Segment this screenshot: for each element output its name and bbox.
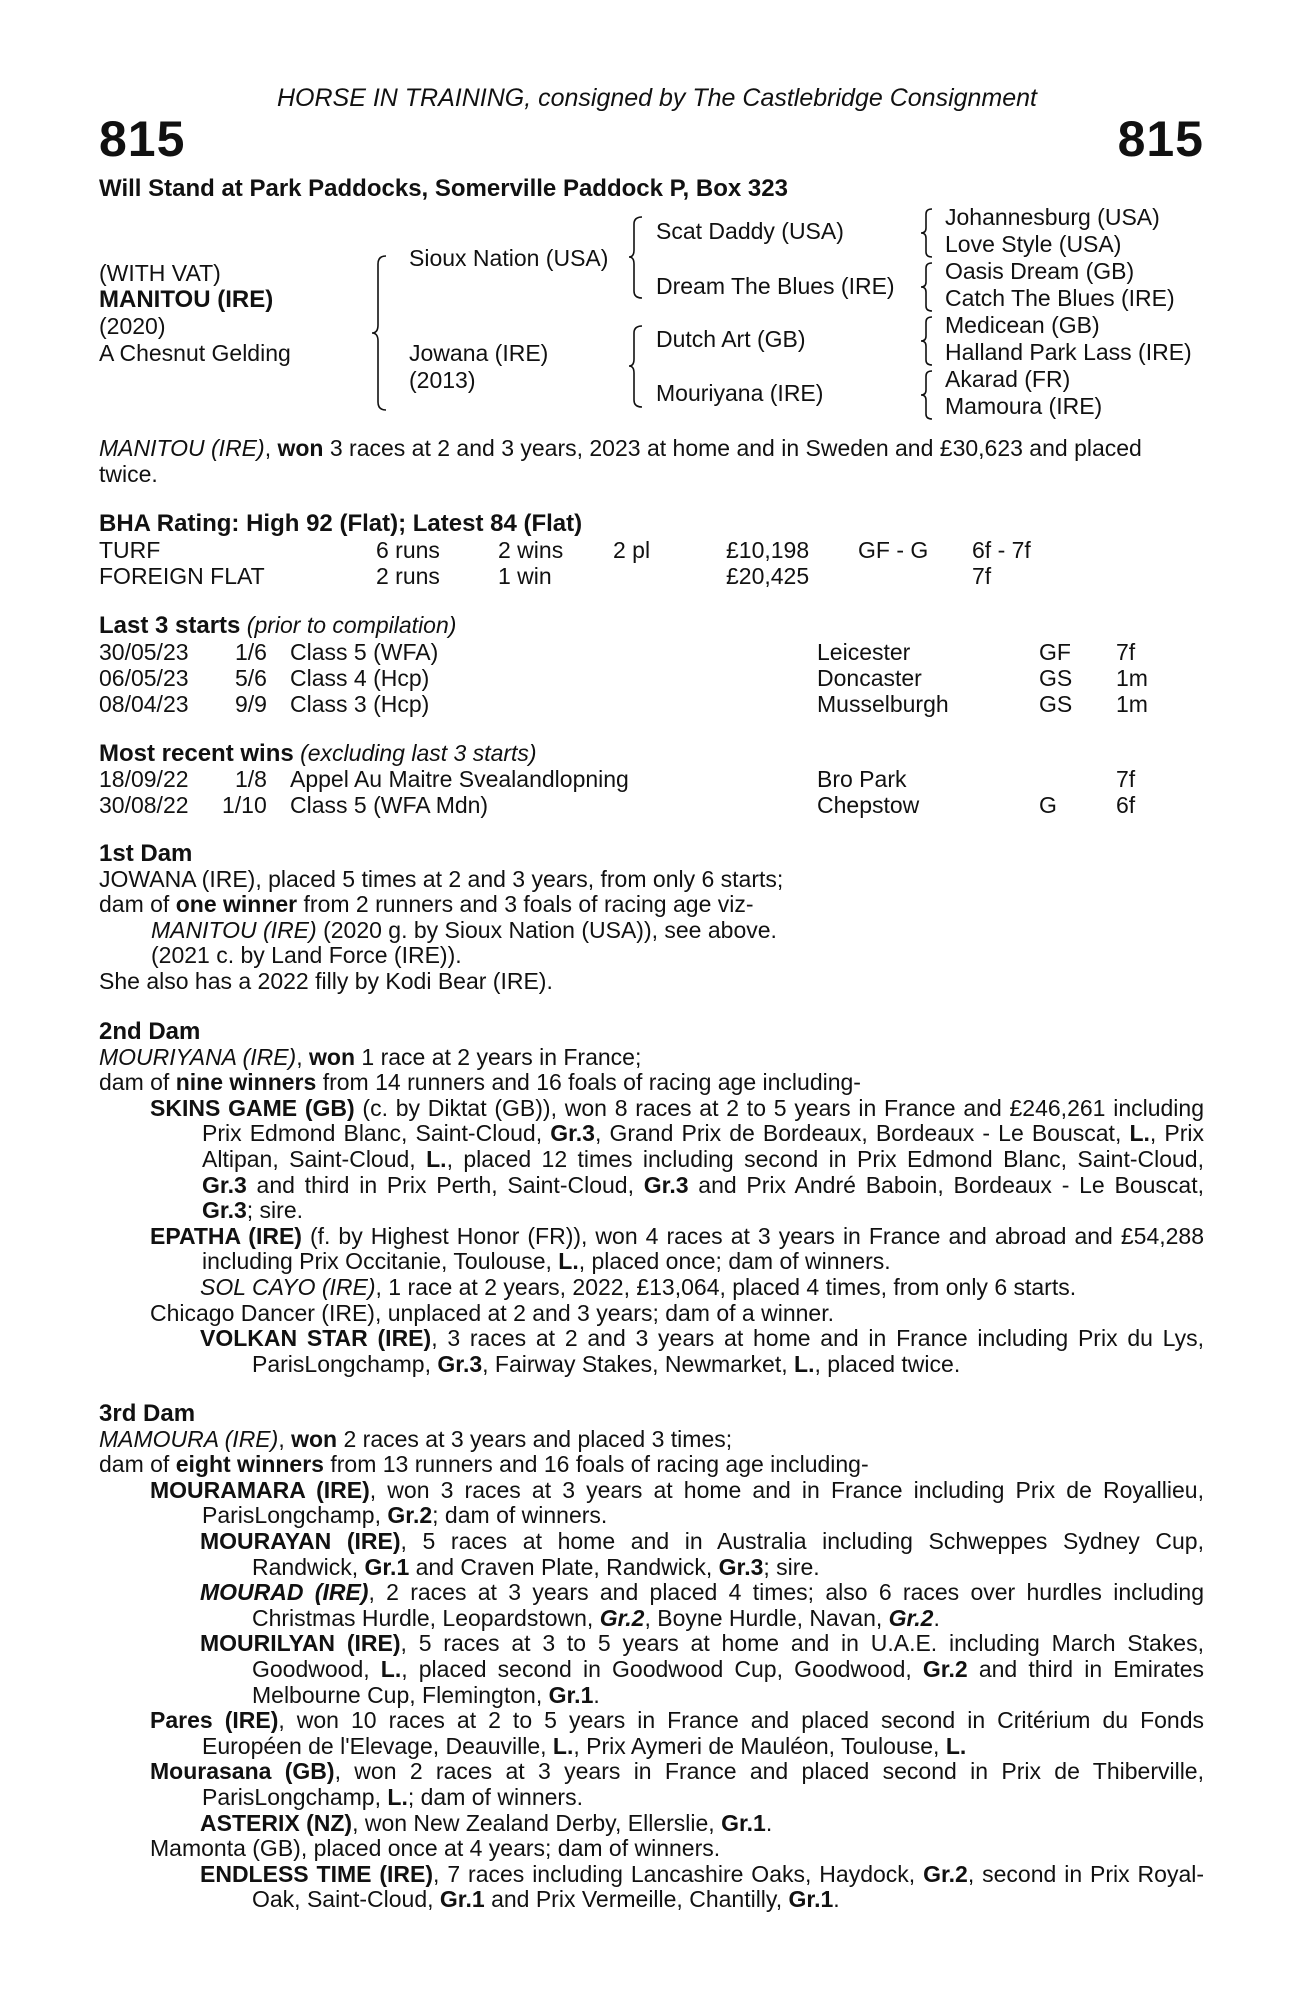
second-dam-sep: , bbox=[296, 1043, 309, 1070]
win-date: 18/09/22 bbox=[99, 766, 189, 792]
start-position: 5/6 bbox=[235, 665, 267, 691]
progeny-entry: Mourasana (GB), won 2 races at 3 years in France and placed second in Prix de Thiberville, ParisLongchamp, L.; dam of winners. bbox=[150, 1758, 1204, 1810]
rating-type: TURF bbox=[99, 537, 161, 563]
win-position: 1/8 bbox=[235, 766, 267, 792]
sire-name: Sioux Nation (USA) bbox=[409, 245, 609, 271]
win-date: 30/08/22 bbox=[99, 792, 189, 818]
first-dam-section bbox=[99, 841, 1204, 995]
progeny-name: EPATHA (IRE) bbox=[150, 1222, 302, 1249]
start-course: Doncaster bbox=[817, 665, 922, 691]
progeny-entry: ENDLESS TIME (IRE), 7 races including Lancashire Oaks, Haydock, Gr.2, second in Prix Royal-Oak, Saint-Cloud, Gr.1 and Prix Vermeille, Chantilly, Gr.1. bbox=[200, 1860, 1205, 1913]
start-date: 08/04/23 bbox=[99, 691, 189, 717]
progeny-name: Mourasana (GB) bbox=[150, 1758, 335, 1785]
first-dam-winner-count: one winner bbox=[175, 891, 298, 918]
gg-ancestor-8: Mamoura (IRE) bbox=[945, 393, 1103, 419]
progeny-entry: ASTERIX (NZ), won New Zealand Derby, Ellerslie, Gr.1. bbox=[200, 1809, 773, 1836]
start-going: GS bbox=[1039, 691, 1073, 717]
third-dam-heading: 3rd Dam bbox=[99, 1400, 196, 1427]
progeny-entry: MOURILYAN (IRE), 5 races at 3 to 5 years at home and in U.A.E. including March Stakes, Goodwood, L., placed second in Goodwood Cup, Goodwood, Gr.2 and third in Emirates Melbourne Cup, Flemington, Gr.1. bbox=[200, 1630, 1205, 1708]
progeny-entry: VOLKAN STAR (IRE), 3 races at 2 and 3 years at home and in France including Prix du Lys, ParisLongchamp, Gr.3, Fairway Stakes, Newmarket, L., placed twice. bbox=[200, 1325, 1204, 1377]
race-summary bbox=[99, 436, 1204, 487]
third-dam-text: 2 races at 3 years and placed 3 times; bbox=[337, 1425, 733, 1452]
rating-distance: 7f bbox=[972, 563, 992, 589]
third-dam-winner-count: eight winners bbox=[175, 1451, 324, 1478]
win-course: Chepstow bbox=[817, 792, 920, 818]
progeny-name: MOURAYAN (IRE) bbox=[200, 1527, 401, 1554]
win-course: Bro Park bbox=[817, 766, 907, 792]
gg-ancestor-1: Johannesburg (USA) bbox=[945, 204, 1160, 230]
progeny-name: ASTERIX (NZ) bbox=[200, 1809, 353, 1836]
first-dam-progeny-name: MANITOU (IRE) bbox=[151, 916, 317, 943]
sire-sire: Scat Daddy (USA) bbox=[656, 218, 844, 244]
progeny-entry: MOURAMARA (IRE), won 3 races at 3 years at home and in France including Prix de Royallieu, ParisLongchamp, Gr.2; dam of winners. bbox=[150, 1476, 1204, 1529]
recent-wins-note: (excluding last 3 starts) bbox=[293, 740, 537, 766]
rating-prize: £10,198 bbox=[726, 537, 810, 563]
dam-dam: Mouriyana (IRE) bbox=[656, 380, 824, 406]
gg-ancestor-7: Akarad (FR) bbox=[945, 366, 1071, 392]
second-dam-winner-count: nine winners bbox=[175, 1069, 317, 1096]
consignor-header: HORSE IN TRAINING, consigned by The Castlebridge Consignment bbox=[276, 84, 1038, 112]
rating-runs: 6 runs bbox=[376, 537, 440, 563]
last-starts-note: (prior to compilation) bbox=[240, 612, 457, 638]
summary-sep: , bbox=[264, 435, 278, 461]
first-dam-progeny-text: (2020 g. by Sioux Nation (USA)), see above. bbox=[316, 916, 777, 943]
third-dam-section bbox=[99, 1401, 1204, 1913]
win-distance: 6f bbox=[1116, 792, 1136, 818]
third-dam-sep: , bbox=[278, 1425, 292, 1452]
rating-prize: £20,425 bbox=[726, 563, 810, 589]
progeny-name: MOURAD (IRE) bbox=[200, 1579, 369, 1606]
first-dam-progeny: (2021 c. by Land Force (IRE)). bbox=[151, 942, 462, 969]
second-dam-heading: 2nd Dam bbox=[99, 1018, 201, 1045]
start-going: GF bbox=[1039, 639, 1071, 665]
first-dam-text: from 2 runners and 3 foals of racing age viz- bbox=[297, 891, 754, 918]
progeny-entry: Chicago Dancer (IRE), unplaced at 2 and 3 years; dam of a winner. bbox=[150, 1299, 834, 1326]
pedigree-brace-g3 bbox=[921, 316, 933, 366]
gg-ancestor-5: Medicean (GB) bbox=[945, 312, 1100, 338]
lot-number-left: 815 bbox=[99, 111, 186, 167]
pedigree-brace-sire bbox=[629, 216, 643, 300]
progeny-name: Pares (IRE) bbox=[150, 1707, 279, 1734]
start-position: 9/9 bbox=[235, 691, 267, 717]
progeny-entry: Pares (IRE), won 10 races at 2 to 5 years in France and placed second in Critérium du Fonds Européen de l'Elevage, Deauville, L., Prix Aymeri de Mauléon, Toulouse, L. bbox=[150, 1707, 1204, 1759]
first-dam-text: dam of bbox=[99, 891, 176, 918]
pedigree-brace-main bbox=[372, 255, 388, 411]
start-race: Class 5 (WFA) bbox=[290, 639, 439, 665]
gg-ancestor-3: Oasis Dream (GB) bbox=[945, 258, 1135, 284]
progeny-entry: MOURAYAN (IRE), 5 races at home and in Australia including Schweppes Sydney Cup, Randwick, Gr.1 and Craven Plate, Randwick, Gr.3; sire. bbox=[200, 1527, 1204, 1580]
first-dam-heading: 1st Dam bbox=[99, 840, 193, 867]
win-race: Class 5 (WFA Mdn) bbox=[290, 792, 489, 818]
first-dam-line: JOWANA (IRE), placed 5 times at 2 and 3 years, from only 6 starts; bbox=[99, 865, 784, 892]
second-dam-section bbox=[99, 1019, 1204, 1377]
start-position: 1/6 bbox=[235, 639, 267, 665]
second-dam-text: from 14 runners and 16 foals of racing age including- bbox=[316, 1069, 861, 1096]
start-distance: 1m bbox=[1116, 665, 1148, 691]
dam-sire: Dutch Art (GB) bbox=[656, 326, 806, 352]
vat-status: (WITH VAT) bbox=[99, 260, 221, 286]
second-dam-name: MOURIYANA (IRE) bbox=[99, 1043, 297, 1070]
gg-ancestor-2: Love Style (USA) bbox=[945, 231, 1122, 257]
rating-distance: 6f - 7f bbox=[972, 537, 1031, 563]
rating-heading: BHA Rating: High 92 (Flat); Latest 84 (Flat) bbox=[99, 510, 583, 537]
win-going: G bbox=[1039, 792, 1057, 818]
sire-dam: Dream The Blues (IRE) bbox=[656, 273, 895, 299]
horse-name: MANITOU (IRE) bbox=[99, 286, 274, 313]
win-race: Appel Au Maitre Svealandlopning bbox=[290, 766, 629, 792]
start-race: Class 4 (Hcp) bbox=[290, 665, 430, 691]
third-dam-text: dam of bbox=[99, 1451, 176, 1478]
progeny-name: MOURILYAN (IRE) bbox=[200, 1630, 401, 1657]
stand-location: Will Stand at Park Paddocks, Somerville Paddock P, Box 323 bbox=[99, 175, 788, 202]
lot-number-right: 815 bbox=[1117, 111, 1204, 167]
rating-going: GF - G bbox=[858, 537, 929, 563]
second-dam-text: 1 race at 2 years in France; bbox=[355, 1043, 642, 1070]
progeny-name: ENDLESS TIME (IRE) bbox=[200, 1860, 434, 1887]
start-going: GS bbox=[1039, 665, 1073, 691]
second-dam-text: dam of bbox=[99, 1069, 176, 1096]
progeny-entry: EPATHA (IRE) (f. by Highest Honor (FR)), won 4 races at 3 years in France and abroad and £54,288 including Prix Occitanie, Toulouse, L., placed once; dam of winners. bbox=[150, 1222, 1204, 1275]
summary-won: won bbox=[277, 435, 324, 461]
win-position: 1/10 bbox=[222, 792, 267, 818]
progeny-entry: Mamonta (GB), placed once at 4 years; dam of winners. bbox=[150, 1835, 721, 1862]
dam-name: Jowana (IRE) bbox=[409, 340, 549, 366]
start-distance: 1m bbox=[1116, 691, 1148, 717]
third-dam-name: MAMOURA (IRE) bbox=[99, 1425, 279, 1452]
gg-ancestor-6: Halland Park Lass (IRE) bbox=[945, 339, 1192, 365]
progeny-entry: MOURAD (IRE), 2 races at 3 years and placed 4 times; also 6 races over hurdles including Christmas Hurdle, Leopardstown, Gr.2, Boyne Hurdle, Navan, Gr.2. bbox=[200, 1579, 1204, 1631]
pedigree-brace-g2 bbox=[921, 262, 933, 312]
summary-horse-name: MANITOU (IRE) bbox=[99, 435, 265, 461]
second-dam-won: won bbox=[309, 1043, 355, 1070]
progeny-name: SKINS GAME (GB) bbox=[150, 1094, 355, 1121]
win-distance: 7f bbox=[1116, 766, 1136, 792]
recent-wins-heading bbox=[99, 740, 537, 768]
start-date: 06/05/23 bbox=[99, 665, 189, 691]
pedigree-brace-dam bbox=[629, 325, 643, 409]
progeny-name: VOLKAN STAR (IRE) bbox=[200, 1325, 432, 1352]
recent-wins-title: Most recent wins bbox=[99, 740, 294, 767]
last-starts-title: Last 3 starts bbox=[99, 612, 241, 639]
first-dam-note: She also has a 2022 filly by Kodi Bear (IRE). bbox=[99, 967, 553, 994]
foaling-year: (2020) bbox=[99, 313, 166, 339]
third-dam-won: won bbox=[291, 1425, 338, 1452]
rating-placed: 2 pl bbox=[613, 537, 651, 563]
start-course: Musselburgh bbox=[817, 691, 949, 717]
progeny-name: MOURAMARA (IRE) bbox=[150, 1476, 370, 1503]
rating-wins: 1 win bbox=[498, 563, 552, 589]
start-distance: 7f bbox=[1116, 639, 1136, 665]
progeny-entry: SOL CAYO (IRE), 1 race at 2 years, 2022, £13,064, placed 4 times, from only 6 starts. bbox=[200, 1273, 1077, 1300]
rating-runs: 2 runs bbox=[376, 563, 440, 589]
last-starts-heading bbox=[99, 612, 456, 640]
rating-wins: 2 wins bbox=[498, 537, 564, 563]
pedigree-brace-g4 bbox=[921, 370, 933, 420]
start-date: 30/05/23 bbox=[99, 639, 189, 665]
pedigree-brace-g1 bbox=[921, 208, 933, 258]
third-dam-text: from 13 runners and 16 foals of racing age including- bbox=[323, 1451, 869, 1478]
horse-description: A Chesnut Gelding bbox=[99, 340, 291, 366]
gg-ancestor-4: Catch The Blues (IRE) bbox=[945, 285, 1175, 311]
progeny-name: SOL CAYO (IRE) bbox=[200, 1273, 376, 1300]
dam-year: (2013) bbox=[409, 367, 476, 393]
start-race: Class 3 (Hcp) bbox=[290, 691, 430, 717]
progeny-entry: SKINS GAME (GB) (c. by Diktat (GB)), won 8 races at 2 to 5 years in France and £246,261 including Prix Edmond Blanc, Saint-Cloud, Gr.3, Grand Prix de Bordeaux, Bordeaux - Le Bouscat, L., Prix Altipan, Saint-Cloud, L., placed 12 times including second in Prix Edmond Blanc, Saint-Cloud, Gr.3 and third in Prix Perth, Saint-Cloud, Gr.3 and Prix André Baboin, Bordeaux - Le Bouscat, Gr.3; sire. bbox=[150, 1094, 1205, 1224]
summary-text: 3 races at 2 and 3 years, 2023 at home and in Sweden and £30,623 and placed twice. bbox=[99, 435, 1142, 487]
rating-type: FOREIGN FLAT bbox=[99, 563, 265, 589]
start-course: Leicester bbox=[817, 639, 911, 665]
